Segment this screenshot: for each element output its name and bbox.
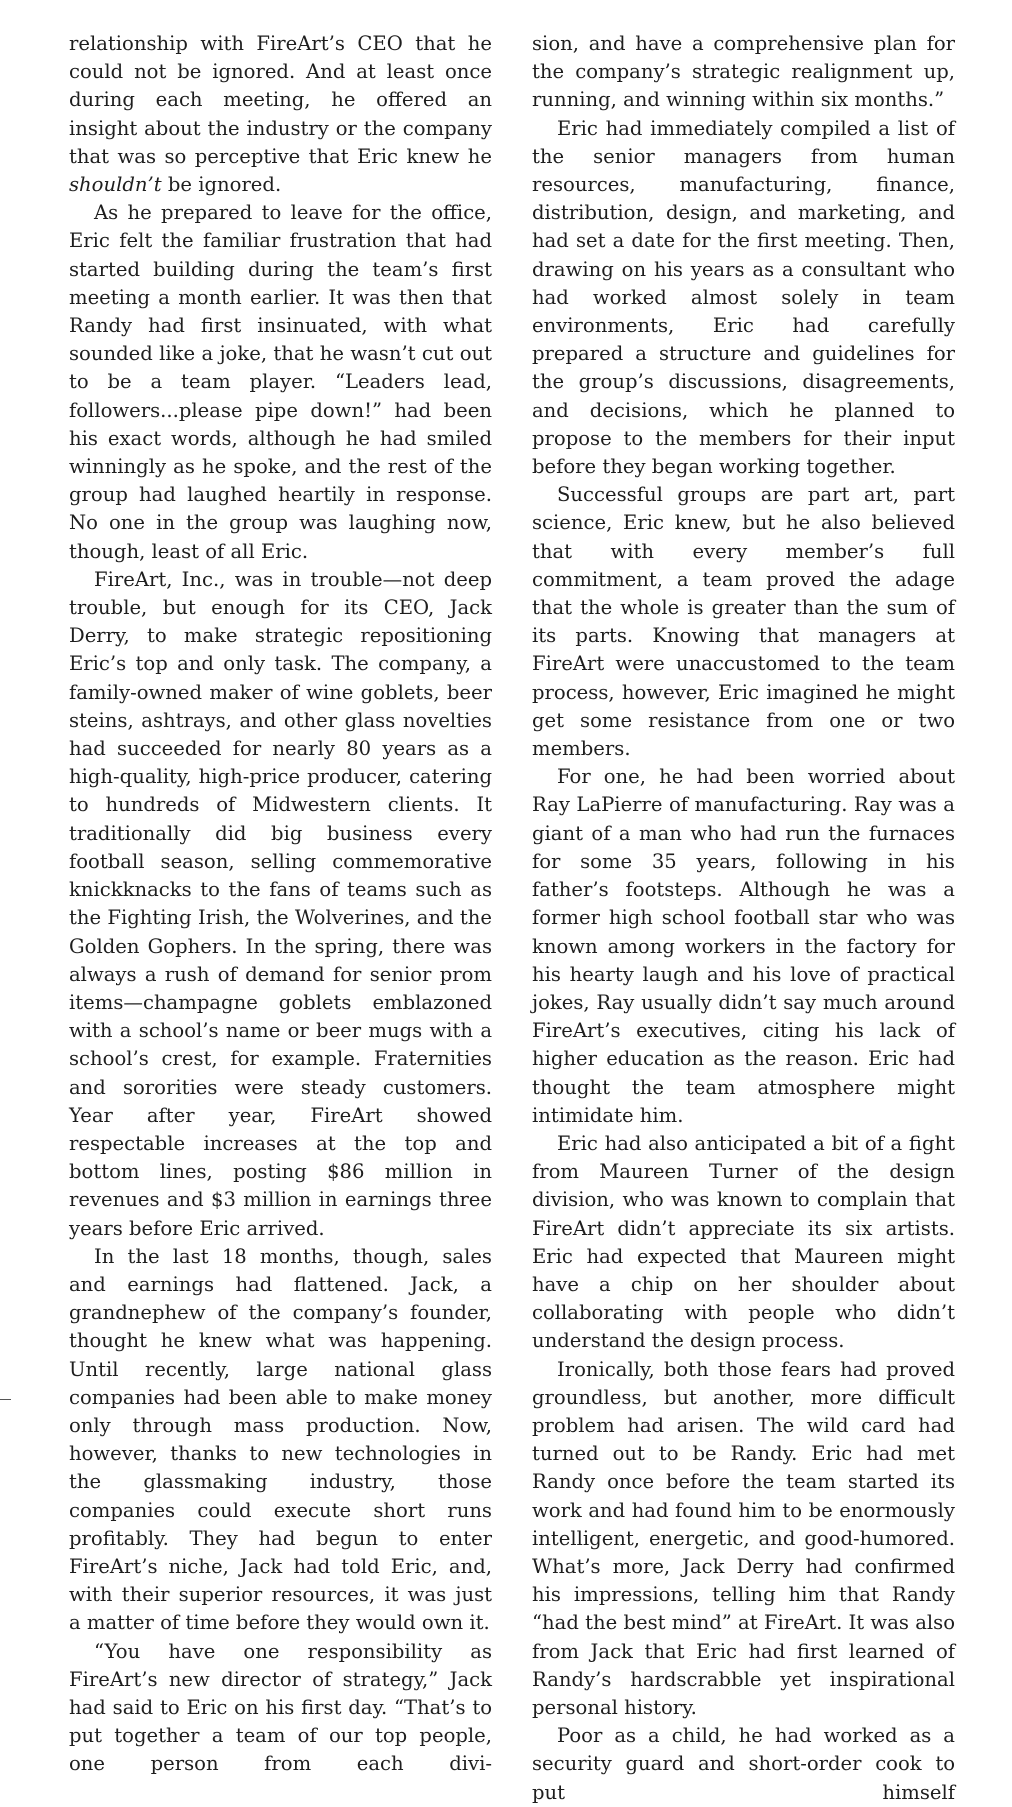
paragraph: Eric had immediately compiled a list of the senior managers from human resources, manufacturing, finance, distribution, design, and marketing, and had set a date for the first meeting. Then, drawing on his years as a consultant who had worked almost solely in team environments, Eric had carefully prepared a structure and guidelines for the group’s discussions, disagreements, and decisions, which he planned to propose to the members for their input before they began working together.: [532, 116, 955, 479]
paragraph: For one, he had been worried about Ray LaPierre of manufacturing. Ray was a giant of a man who had run the furnaces for some 35 years, following in his father’s footsteps. Although he was a former high school football star who was known among workers in the factory for his hearty laugh and his love of practical jokes, Ray usually didn’t say much around FireArt’s executives, citing his lack of higher education as the reason. Eric had thought the team atmosphere might intimidate him.: [532, 765, 955, 1127]
paragraph: In the last 18 months, though, sales and earnings had flattened. Jack, a grandnephew of the company’s founder, thought he knew what was happening. Until recently, large national glass companies had been able to make money only through mass production. Now, however, thanks to new technologies in the glassmaking industry, those companies could execute short runs profitably. They had begun to enter FireArt’s niche, Jack had told Eric, and, with their superior resources, it was just a matter of time before they would own it.: [69, 1244, 492, 1635]
left-column: [69, 30, 492, 1779]
paragraph: Poor as a child, he had worked as a security guard and short-order cook to put himself: [532, 1724, 955, 1804]
paragraph: Ironically, both those fears had proved groundless, but another, more difficult problem had arisen. The wild card had turned out to be Randy. Eric had met Randy once before the team started its work and had found him to be enormously intelligent, energetic, and good-humored. What’s more, Jack Derry had confirmed his impressions, telling him that Randy “had the best mind” at FireArt. It was also from Jack that Eric had first learned of Randy’s hardscrabble yet inspirational personal history.: [532, 1357, 955, 1719]
paragraph: [69, 30, 492, 199]
paragraph: Successful groups are part art, part science, Eric knew, but he also believed that with every member’s full commitment, a team proved the adage that the whole is greater than the sum of its parts. Knowing that managers at FireArt were unaccustomed to the team process, however, Eric imagined he might get some resistance from one or two members.: [532, 483, 955, 761]
paragraph: “You have one responsibility as FireArt’s new director of strategy,” Jack had said to Eric on his first day. “That’s to put together a team of our top people, one person from each divi-: [69, 1639, 492, 1776]
margin-tick-mark: [0, 1399, 11, 1400]
paragraph-text: be ignored.: [161, 173, 282, 197]
right-column: [532, 30, 955, 1807]
paragraph: sion, and have a comprehensive plan for the company’s strategic realignment up, running, and winning within six months.”: [532, 32, 955, 112]
paragraph: Eric had also anticipated a bit of a fight from Maureen Turner of the design division, who was known to complain that FireArt didn’t appreciate its six artists. Eric had expected that Maureen might have a chip on her shoulder about collaborating with people who didn’t understand the design process.: [532, 1131, 955, 1353]
paragraph-text: relationship with FireArt’s CEO that he could not be ignored. And at least once during each meeting, he offered an insight about the industry or the company that was so perceptive that Eric knew he: [69, 32, 492, 168]
emphasis-text: shouldn’t: [69, 173, 162, 197]
paragraph: FireArt, Inc., was in trouble—not deep trouble, but enough for its CEO, Jack Derry, to make strategic repositioning Eric’s top and only task. The company, a family-owned maker of wine goblets, beer steins, ashtrays, and other glass novelties had succeeded for nearly 80 years as a high-quality, high-price producer, catering to hundreds of Midwestern clients. It traditionally did big business every football season, selling commemorative knickknacks to the fans of teams such as the Fighting Irish, the Wolverines, and the Golden Gophers. In the spring, there was always a rush of demand for senior prom items—champagne goblets emblazoned with a school’s name or beer mugs with a school’s crest, for example. Fraternities and sororities were steady customers. Year after year, FireArt showed respectable increases at the top and bottom lines, posting $86 million in revenues and $3 million in earnings three years before Eric arrived.: [69, 567, 492, 1240]
paragraph: As he prepared to leave for the office, Eric felt the familiar frustration that had started building during the team’s first meeting a month earlier. It was then that Randy had first insinuated, with what sounded like a joke, that he wasn’t cut out to be a team player. “Leaders lead, followers...please pipe down!” had been his exact words, although he had smiled winningly as he spoke, and the rest of the group had laughed heartily in response. No one in the group was laughing now, though, least of all Eric.: [69, 201, 492, 563]
